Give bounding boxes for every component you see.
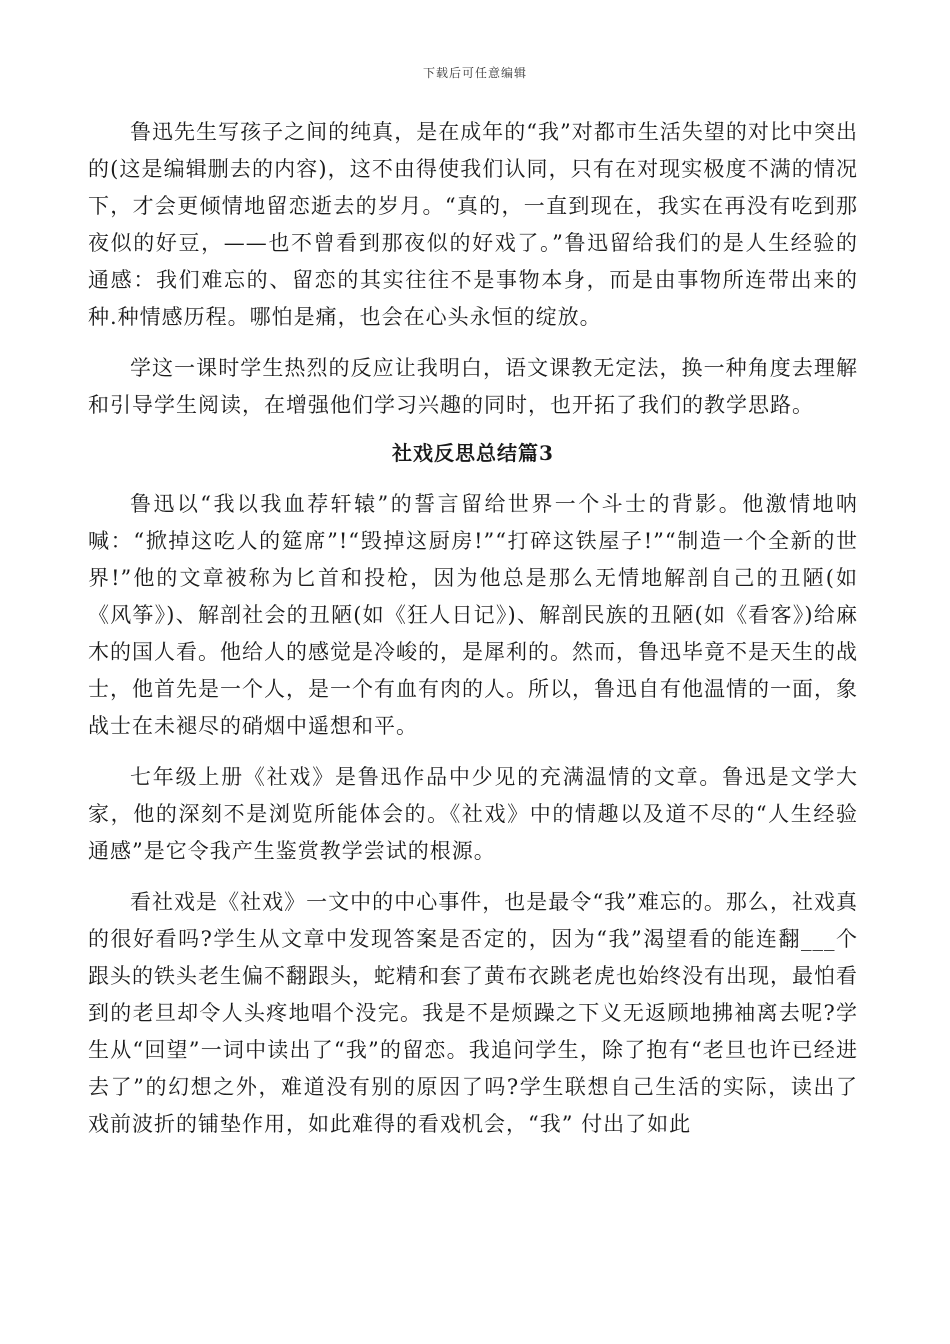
section-heading: 社戏反思总结篇3 — [392, 441, 554, 465]
page-header: 下载后可任意编辑 — [422, 66, 527, 80]
paragraph-1: 鲁迅先生写孩子之间的纯真，是在成年的“我”对都市生活失望的对比中突出的(这是编辑删去的内容)，这不由得使我们认同，只有在对现实极度不满的情况下，才会更倾情地留恋逝去的岁月。“真的，一直到现在，我实在再没有吃到那夜似的好豆，——也不曾看到那夜似的好戏了。”鲁迅留给我们的是人生经验的通感：我们难忘的、留恋的其实往往不是事物本身，而是由事物所连带出来的种.种情感历程。哪怕是痛，也会在心头永恒的绽放。 — [88, 120, 858, 329]
paragraph-5: 看社戏是《社戏》一文中的中心事件，也是最令“我”难忘的。那么，社戏真的很好看吗?学生从文章中发现答案是否定的，因为“我”渴望看的能连翻___个跟头的铁头老生偏不翻跟头，蛇精和套了黄布衣跳老虎也始终没有出现，最怕看到的老旦却令人头疼地唱个没完。我是不是烦躁之下义无返顾地拂袖离去呢?学生从“回望”一词中读出了“我”的留恋。我追问学生，除了抱有“老旦也许已经进去了”的幻想之外，难道没有别的原因了吗?学生联想自己生活的实际，读出了戏前波折的铺垫作用，如此难得的看戏机会，“我” 付出了如此 — [88, 890, 858, 1136]
paragraph-4: 七年级上册《社戏》是鲁迅作品中少见的充满温情的文章。鲁迅是文学大家，他的深刻不是浏览所能体会的。《社戏》中的情趣以及道不尽的“人生经验通感”是它令我产生鉴赏教学尝试的根源。 — [88, 765, 858, 863]
document-body — [88, 114, 858, 1157]
paragraph-2: 学这一课时学生热烈的反应让我明白，语文课教无定法，换一种角度去理解和引导学生阅读，在增强他们学习兴趣的同时，也开拓了我们的教学思路。 — [88, 356, 858, 417]
paragraph-3: 鲁迅以“我以我血荐轩辕”的誓言留给世界一个斗士的背影。他激情地呐喊：“掀掉这吃人的筵席”!“毁掉这厨房!”“打碎这铁屋子!”“制造一个全新的世界!”他的文章被称为匕首和投枪，因为他总是那么无情地解剖自己的丑陋(如《风筝》)、解剖社会的丑陋(如《狂人日记》)、解剖民族的丑陋(如《看客》)给麻木的国人看。他给人的感觉是冷峻的，是犀利的。然而，鲁迅毕竟不是天生的战士，他首先是一个人，是一个有血有肉的人。所以，鲁迅自有他温情的一面，象战士在未褪尽的硝烟中遥想和平。 — [88, 492, 858, 738]
